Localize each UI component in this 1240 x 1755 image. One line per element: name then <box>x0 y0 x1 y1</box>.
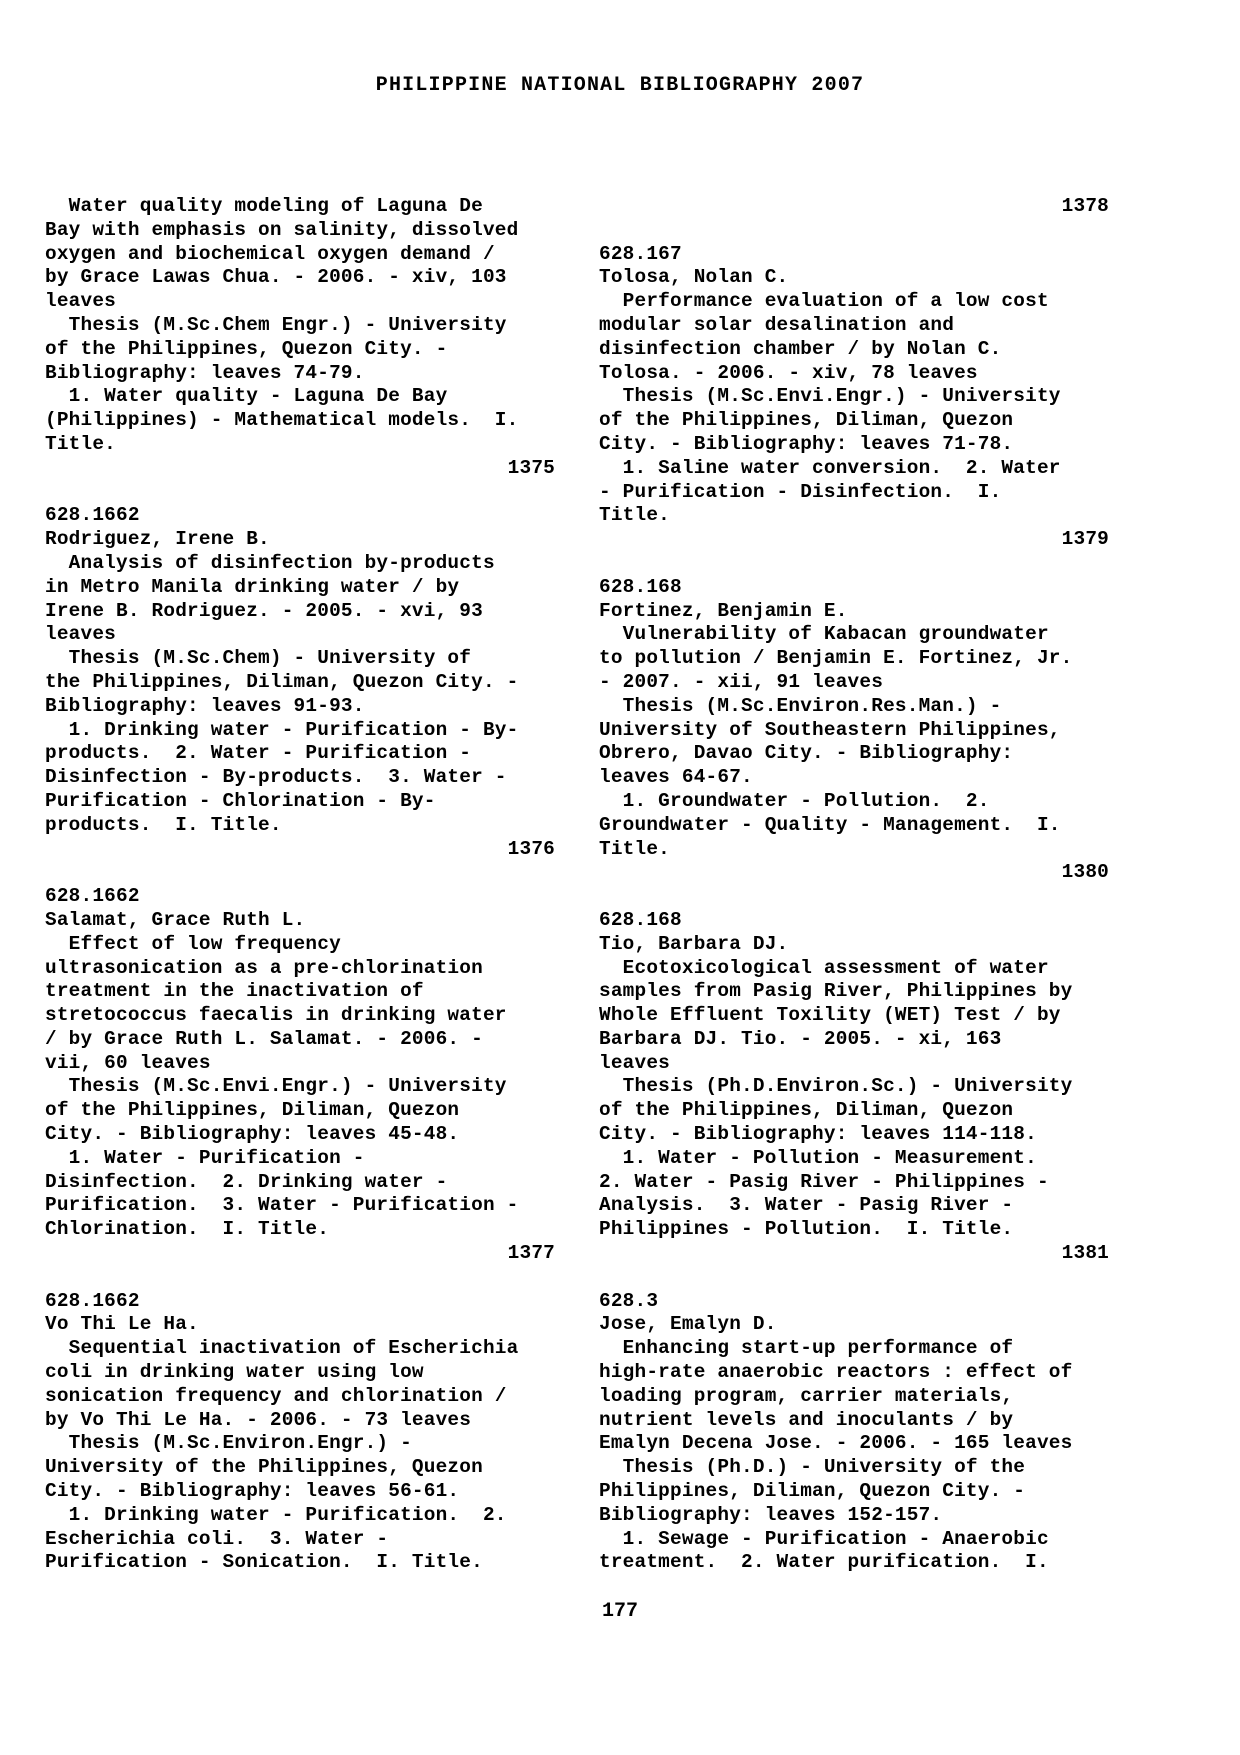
text-line: modular solar desalination and <box>599 313 955 336</box>
text-line: Irene B. Rodriguez. - 2005. - xvi, 93 <box>45 599 483 622</box>
text-line: Tolosa, Nolan C. <box>599 266 789 289</box>
text-line: of the Philippines, Diliman, Quezon <box>599 409 1014 432</box>
text-line: 2. Water - Pasig River - Philippines - <box>599 1170 1049 1193</box>
text-line: (Philippines) - Mathematical models. I. <box>45 409 519 432</box>
text-line: Jose, Emalyn D. <box>599 1313 777 1336</box>
text-line: products. I. Title. <box>45 813 282 836</box>
text-line: Title. <box>45 432 117 455</box>
text-line: the Philippines, Diliman, Quezon City. - <box>45 670 519 693</box>
text-line: 1. Drinking water - Purification - By- <box>45 718 519 741</box>
text-line: Tolosa. - 2006. - xiv, 78 leaves <box>599 361 978 384</box>
text-line: Thesis (M.Sc.Environ.Res.Man.) - <box>599 694 1002 717</box>
text-line: 1. Drinking water - Purification. 2. <box>45 1503 507 1526</box>
text-line: Performance evaluation of a low cost <box>599 290 1049 313</box>
text-line: Water quality modeling of Laguna De <box>45 195 483 217</box>
text-line: Title. <box>599 504 671 527</box>
text-line: 628.1662 <box>45 504 140 527</box>
text-line <box>45 481 555 505</box>
text-line: leaves 64-67. <box>599 766 753 789</box>
text-line: to pollution / Benjamin E. Fortinez, Jr. <box>599 647 1073 670</box>
text-line: Whole Effluent Toxility (WET) Test / by <box>599 1004 1061 1027</box>
text-line: of the Philippines, Diliman, Quezon <box>45 1099 460 1122</box>
text-line: sonication frequency and chlorination / <box>45 1384 507 1407</box>
text-line: Vulnerability of Kabacan groundwater <box>599 623 1049 646</box>
text-line: Tio, Barbara DJ. <box>599 932 789 955</box>
text-line: by Grace Lawas Chua. - 2006. - xiv, 103 <box>45 266 507 289</box>
text-line: stretococcus faecalis in drinking water <box>45 1004 507 1027</box>
text-line: 1. Groundwater - Pollution. 2. <box>599 789 990 812</box>
text-line: Thesis (Ph.D.Environ.Sc.) - University <box>599 1075 1073 1098</box>
text-line: City. - Bibliography: leaves 71-78. <box>599 432 1014 455</box>
text-line: Chlorination. I. Title. <box>45 1218 330 1241</box>
text-line: City. - Bibliography: leaves 56-61. <box>45 1480 460 1503</box>
text-line: Rodriguez, Irene B. <box>45 528 270 551</box>
text-line: Emalyn Decena Jose. - 2006. - 165 leaves <box>599 1432 1073 1455</box>
text-line: Salamat, Grace Ruth L. <box>45 908 306 931</box>
text-line: high-rate anaerobic reactors : effect of <box>599 1361 1073 1384</box>
text-line: 628.168 <box>599 908 682 931</box>
text-line: Disinfection. 2. Drinking water - <box>45 1170 448 1193</box>
text-line: treatment in the inactivation of <box>45 980 424 1003</box>
text-line: by Vo Thi Le Ha. - 2006. - 73 leaves <box>45 1408 472 1431</box>
text-line <box>599 885 1109 909</box>
entry-number: 1380 <box>1061 861 1109 884</box>
text-line: vii, 60 leaves <box>45 1051 211 1074</box>
text-line: City. - Bibliography: leaves 114-118. <box>599 1123 1037 1146</box>
text-line: Barbara DJ. Tio. - 2005. - xi, 163 <box>599 1027 1002 1050</box>
text-line: Analysis of disinfection by-products <box>45 551 495 574</box>
page-header: PHILIPPINE NATIONAL BIBLIOGRAPHY 2007 <box>375 74 865 97</box>
text-line: 628.168 <box>599 575 682 598</box>
text-line: Thesis (M.Sc.Envi.Engr.) - University <box>45 1075 507 1098</box>
text-line: 1. Sewage - Purification - Anaerobic <box>599 1527 1049 1550</box>
text-line: Analysis. 3. Water - Pasig River - <box>599 1194 1014 1217</box>
text-line: treatment. 2. Water purification. I. <box>599 1551 1049 1574</box>
text-line: Purification - Sonication. I. Title. <box>45 1551 483 1574</box>
text-line: Ecotoxicological assessment of water <box>599 956 1049 979</box>
entry-number: 1375 <box>507 456 555 479</box>
text-line: Disinfection - By-products. 3. Water - <box>45 766 507 789</box>
left-column <box>45 195 555 1575</box>
text-line: Thesis (M.Sc.Envi.Engr.) - University <box>599 385 1061 408</box>
text-line: Obrero, Davao City. - Bibliography: <box>599 742 1014 765</box>
text-line: disinfection chamber / by Nolan C. <box>599 337 1002 360</box>
text-line: Escherichia coli. 3. Water - <box>45 1527 389 1550</box>
text-line: Title. <box>599 837 671 860</box>
text-line: 1. Saline water conversion. 2. Water <box>599 456 1061 479</box>
entry-number: 1381 <box>1061 1242 1109 1265</box>
entry-number: 1377 <box>507 1242 555 1265</box>
text-line: 1. Water - Purification - <box>45 1146 365 1169</box>
text-line: Bibliography: leaves 152-157. <box>599 1503 943 1526</box>
text-line: Bibliography: leaves 91-93. <box>45 694 365 717</box>
text-line: Sequential inactivation of Escherichia <box>45 1337 519 1360</box>
text-line: City. - Bibliography: leaves 45-48. <box>45 1123 460 1146</box>
text-line: / by Grace Ruth L. Salamat. - 2006. - <box>45 1027 483 1050</box>
text-line: ultrasonication as a pre-chlorination <box>45 956 483 979</box>
text-line: products. 2. Water - Purification - <box>45 742 472 765</box>
text-line: leaves <box>45 290 117 313</box>
right-column <box>599 195 1109 1575</box>
text-line: in Metro Manila drinking water / by <box>45 575 460 598</box>
text-line: 628.167 <box>599 242 682 265</box>
text-line: Philippines - Pollution. I. Title. <box>599 1218 1014 1241</box>
text-line: - Purification - Disinfection. I. <box>599 480 1002 503</box>
text-line <box>599 1266 1109 1290</box>
text-line: samples from Pasig River, Philippines by <box>599 980 1073 1003</box>
text-line <box>45 1266 555 1290</box>
text-line: Bibliography: leaves 74-79. <box>45 361 365 384</box>
text-line: Thesis (M.Sc.Chem Engr.) - University <box>45 313 507 336</box>
page-number: 177 <box>601 1600 638 1623</box>
text-line: Purification. 3. Water - Purification - <box>45 1194 519 1217</box>
text-line: Purification - Chlorination - By- <box>45 789 436 812</box>
text-line <box>45 861 555 885</box>
text-line: Philippines, Diliman, Quezon City. - <box>599 1480 1026 1503</box>
text-line: leaves <box>599 1051 671 1074</box>
text-line: Thesis (M.Sc.Environ.Engr.) - <box>45 1432 412 1455</box>
text-line: oxygen and biochemical oxygen demand / <box>45 242 495 265</box>
text-line: coli in drinking water using low <box>45 1361 424 1384</box>
text-line: Bay with emphasis on salinity, dissolved <box>45 218 519 241</box>
text-line: University of Southeastern Philippines, <box>599 718 1061 741</box>
entry-number: 1376 <box>507 837 555 860</box>
text-line: Effect of low frequency <box>45 932 341 955</box>
text-line: leaves <box>45 623 117 646</box>
text-line: 628.1662 <box>45 885 140 908</box>
text-line: loading program, carrier materials, <box>599 1384 1014 1407</box>
text-line: 1. Water - Pollution - Measurement. <box>599 1146 1037 1169</box>
entry-number: 1379 <box>1061 528 1109 551</box>
text-line: Thesis (Ph.D.) - University of the <box>599 1456 1026 1479</box>
text-line: Groundwater - Quality - Management. I. <box>599 813 1061 836</box>
text-line <box>599 219 1109 243</box>
text-line: Vo Thi Le Ha. <box>45 1313 199 1336</box>
entry-number: 1378 <box>1061 195 1109 217</box>
text-line: University of the Philippines, Quezon <box>45 1456 483 1479</box>
text-line: of the Philippines, Quezon City. - <box>45 337 448 360</box>
text-line: nutrient levels and inoculants / by <box>599 1408 1014 1431</box>
text-line: Fortinez, Benjamin E. <box>599 599 848 622</box>
text-line: Enhancing start-up performance of <box>599 1337 1014 1360</box>
text-line: 1. Water quality - Laguna De Bay <box>45 385 448 408</box>
text-line: 628.1662 <box>45 1289 140 1312</box>
text-line: - 2007. - xii, 91 leaves <box>599 670 884 693</box>
text-line: 628.3 <box>599 1289 659 1312</box>
text-line <box>599 552 1109 576</box>
text-line: Thesis (M.Sc.Chem) - University of <box>45 647 472 670</box>
text-line: of the Philippines, Diliman, Quezon <box>599 1099 1014 1122</box>
